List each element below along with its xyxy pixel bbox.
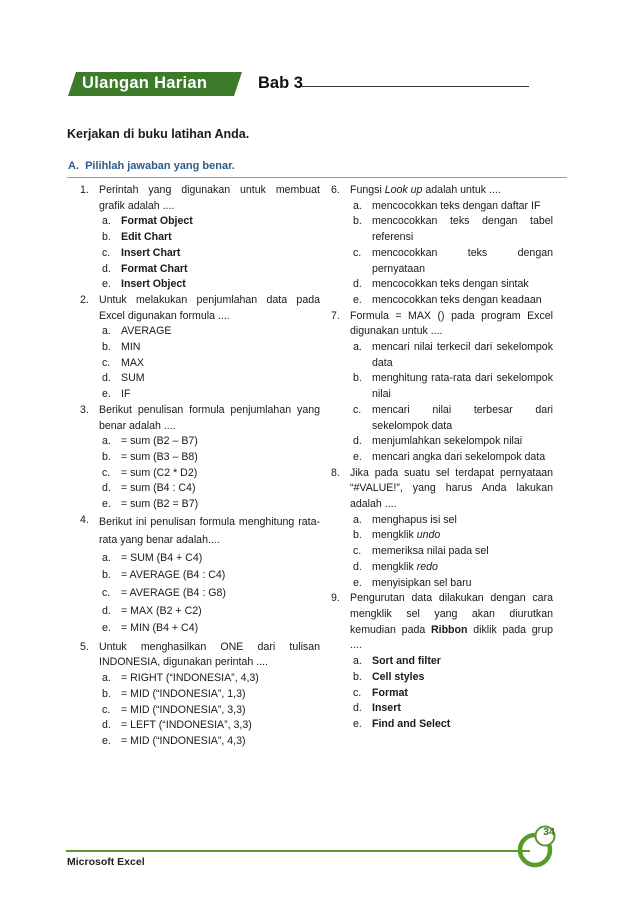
option: a. Format Object [102,215,193,228]
question-text: Formula = MAX () pada program Excel digunakan untuk .... [350,309,553,338]
option: a. = sum (B2 – B7) [102,435,198,448]
section-letter: A. [68,160,79,172]
question-number: 3. [80,403,89,416]
option: d. = sum (B4 : C4) [102,482,196,495]
question-3 [80,403,320,513]
question-number: 4. [80,513,89,526]
option: e. Find and Select [353,717,451,730]
option-list [350,199,553,309]
footer-title: Microsoft Excel [67,856,145,868]
option: c. Format [353,686,408,699]
option: d. SUM [102,372,145,385]
option: e. menyisipkan sel baru [353,576,472,589]
option: d. = MAX (B2 + C2) [102,604,202,617]
question-text: Untuk menghasilkan ONE dari tulisan INDONESIA, digunakan perintah .... [99,640,320,669]
question-4 [80,513,320,638]
option: d. = LEFT (“INDONESIA”, 3,3) [102,719,252,732]
option: e. mencocokkan teks dengan keadaan [353,293,542,306]
question-text: Perintah yang digunakan untuk membuat grafik adalah .... [99,184,320,212]
question-number: 9. [331,592,340,605]
section-rule [67,177,567,178]
option: e. Insert Object [102,278,186,291]
section-label: Pilihlah jawaban yang benar. [85,160,235,172]
question-number: 5. [80,640,89,653]
question-2 [80,293,320,403]
option: c. mencari nilai terbesar dari sekelompok data [353,403,553,432]
header-tab-label: Ulangan Harian [82,74,208,92]
question-5 [80,640,320,750]
option: d. Insert [353,702,401,715]
option: d. menjumlahkan sekelompok nilai [353,435,523,448]
option: a. mencocokkan teks dengan daftar IF [353,199,541,212]
option-list [99,214,320,293]
option-list [99,671,320,750]
question-1 [80,183,320,293]
question-text: Pengurutan data dilakukan dengan cara mengklik sel yang akan diurutkan kemudian pada Ribbon diklik pada grup .... [350,592,553,652]
option: b. = MID (“INDONESIA”, 1,3) [102,687,246,700]
option: a. mencari nilai terkecil dari sekelompok data [353,341,553,369]
question-number: 1. [80,184,89,196]
option: b. = AVERAGE (B4 : C4) [102,569,226,582]
option-list [99,324,320,403]
question-8 [331,466,553,592]
option: a. = SUM (B4 + C4) [102,551,203,564]
option: c. = sum (C2 * D2) [102,466,198,479]
question-number: 8. [331,466,340,479]
option-list [99,434,320,513]
option: e. = MID (“INDONESIA”, 4,3) [102,734,246,747]
option: a. Sort and filter [353,655,441,668]
right-column [331,183,553,733]
left-column [80,183,320,750]
option-list [350,654,553,733]
question-6 [331,183,553,309]
question-number: 7. [331,309,340,322]
question-number: 6. [331,184,340,196]
option-list [99,550,320,638]
option: d. Format Chart [102,262,188,275]
option: c. = AVERAGE (B4 : G8) [102,586,226,599]
question-text: Berikut penulisan formula penjumlahan yang benar adalah .... [99,403,320,432]
chapter-label: Bab 3 [258,74,303,92]
option: c. = MID (“INDONESIA”, 3,3) [102,703,246,716]
question-9 [331,591,553,732]
option: b. = sum (B3 – B8) [102,450,198,463]
option: b. MIN [102,341,141,354]
instruction: Kerjakan di buku latihan Anda. [67,127,250,141]
question-text: Untuk melakukan penjumlahan data pada Excel digunakan formula .... [99,293,320,322]
question-number: 2. [80,293,89,306]
option: b. menghitung rata-rata dari sekelompok nilai [353,372,553,401]
option: a. menghapus isi sel [353,513,457,526]
option-list [350,513,553,592]
question-text: Berikut ini penulisan formula menghitung rata-rata yang benar adalah.... [99,515,320,547]
option: c. mencocokkan teks dengan pernyataan [353,246,553,275]
option: a. = RIGHT (“INDONESIA”, 4,3) [102,672,259,685]
option: c. memeriksa nilai pada sel [353,545,489,558]
option: e. = MIN (B4 + C4) [102,622,199,635]
question-7 [331,309,553,466]
option: e. mencari angka dari sekelompok data [353,450,546,463]
page-number: 34 [543,826,555,838]
option: b. mencocokkan teks dengan tabel referensi [353,215,553,244]
option: a. AVERAGE [102,325,172,338]
option: e. IF [102,388,131,401]
question-text: Jika pada suatu sel terdapat pernyataan “#VALUE!”, yang harus Anda lakukan adalah .... [350,466,553,511]
question-text: Fungsi Look up adalah untuk .... [350,184,501,196]
header-rule [301,86,529,87]
option: b. Cell styles [353,670,425,683]
option-list [350,340,553,466]
option: c. Insert Chart [102,246,181,259]
footer-rule [66,850,530,852]
option: e. = sum (B2 = B7) [102,498,199,511]
section-heading [68,160,235,172]
option: b. mengklik undo [353,529,441,542]
option: d. mengklik redo [353,560,438,573]
option: b. Edit Chart [102,231,172,244]
option: c. MAX [102,356,144,369]
option: d. mencocokkan teks dengan sintak [353,278,529,291]
